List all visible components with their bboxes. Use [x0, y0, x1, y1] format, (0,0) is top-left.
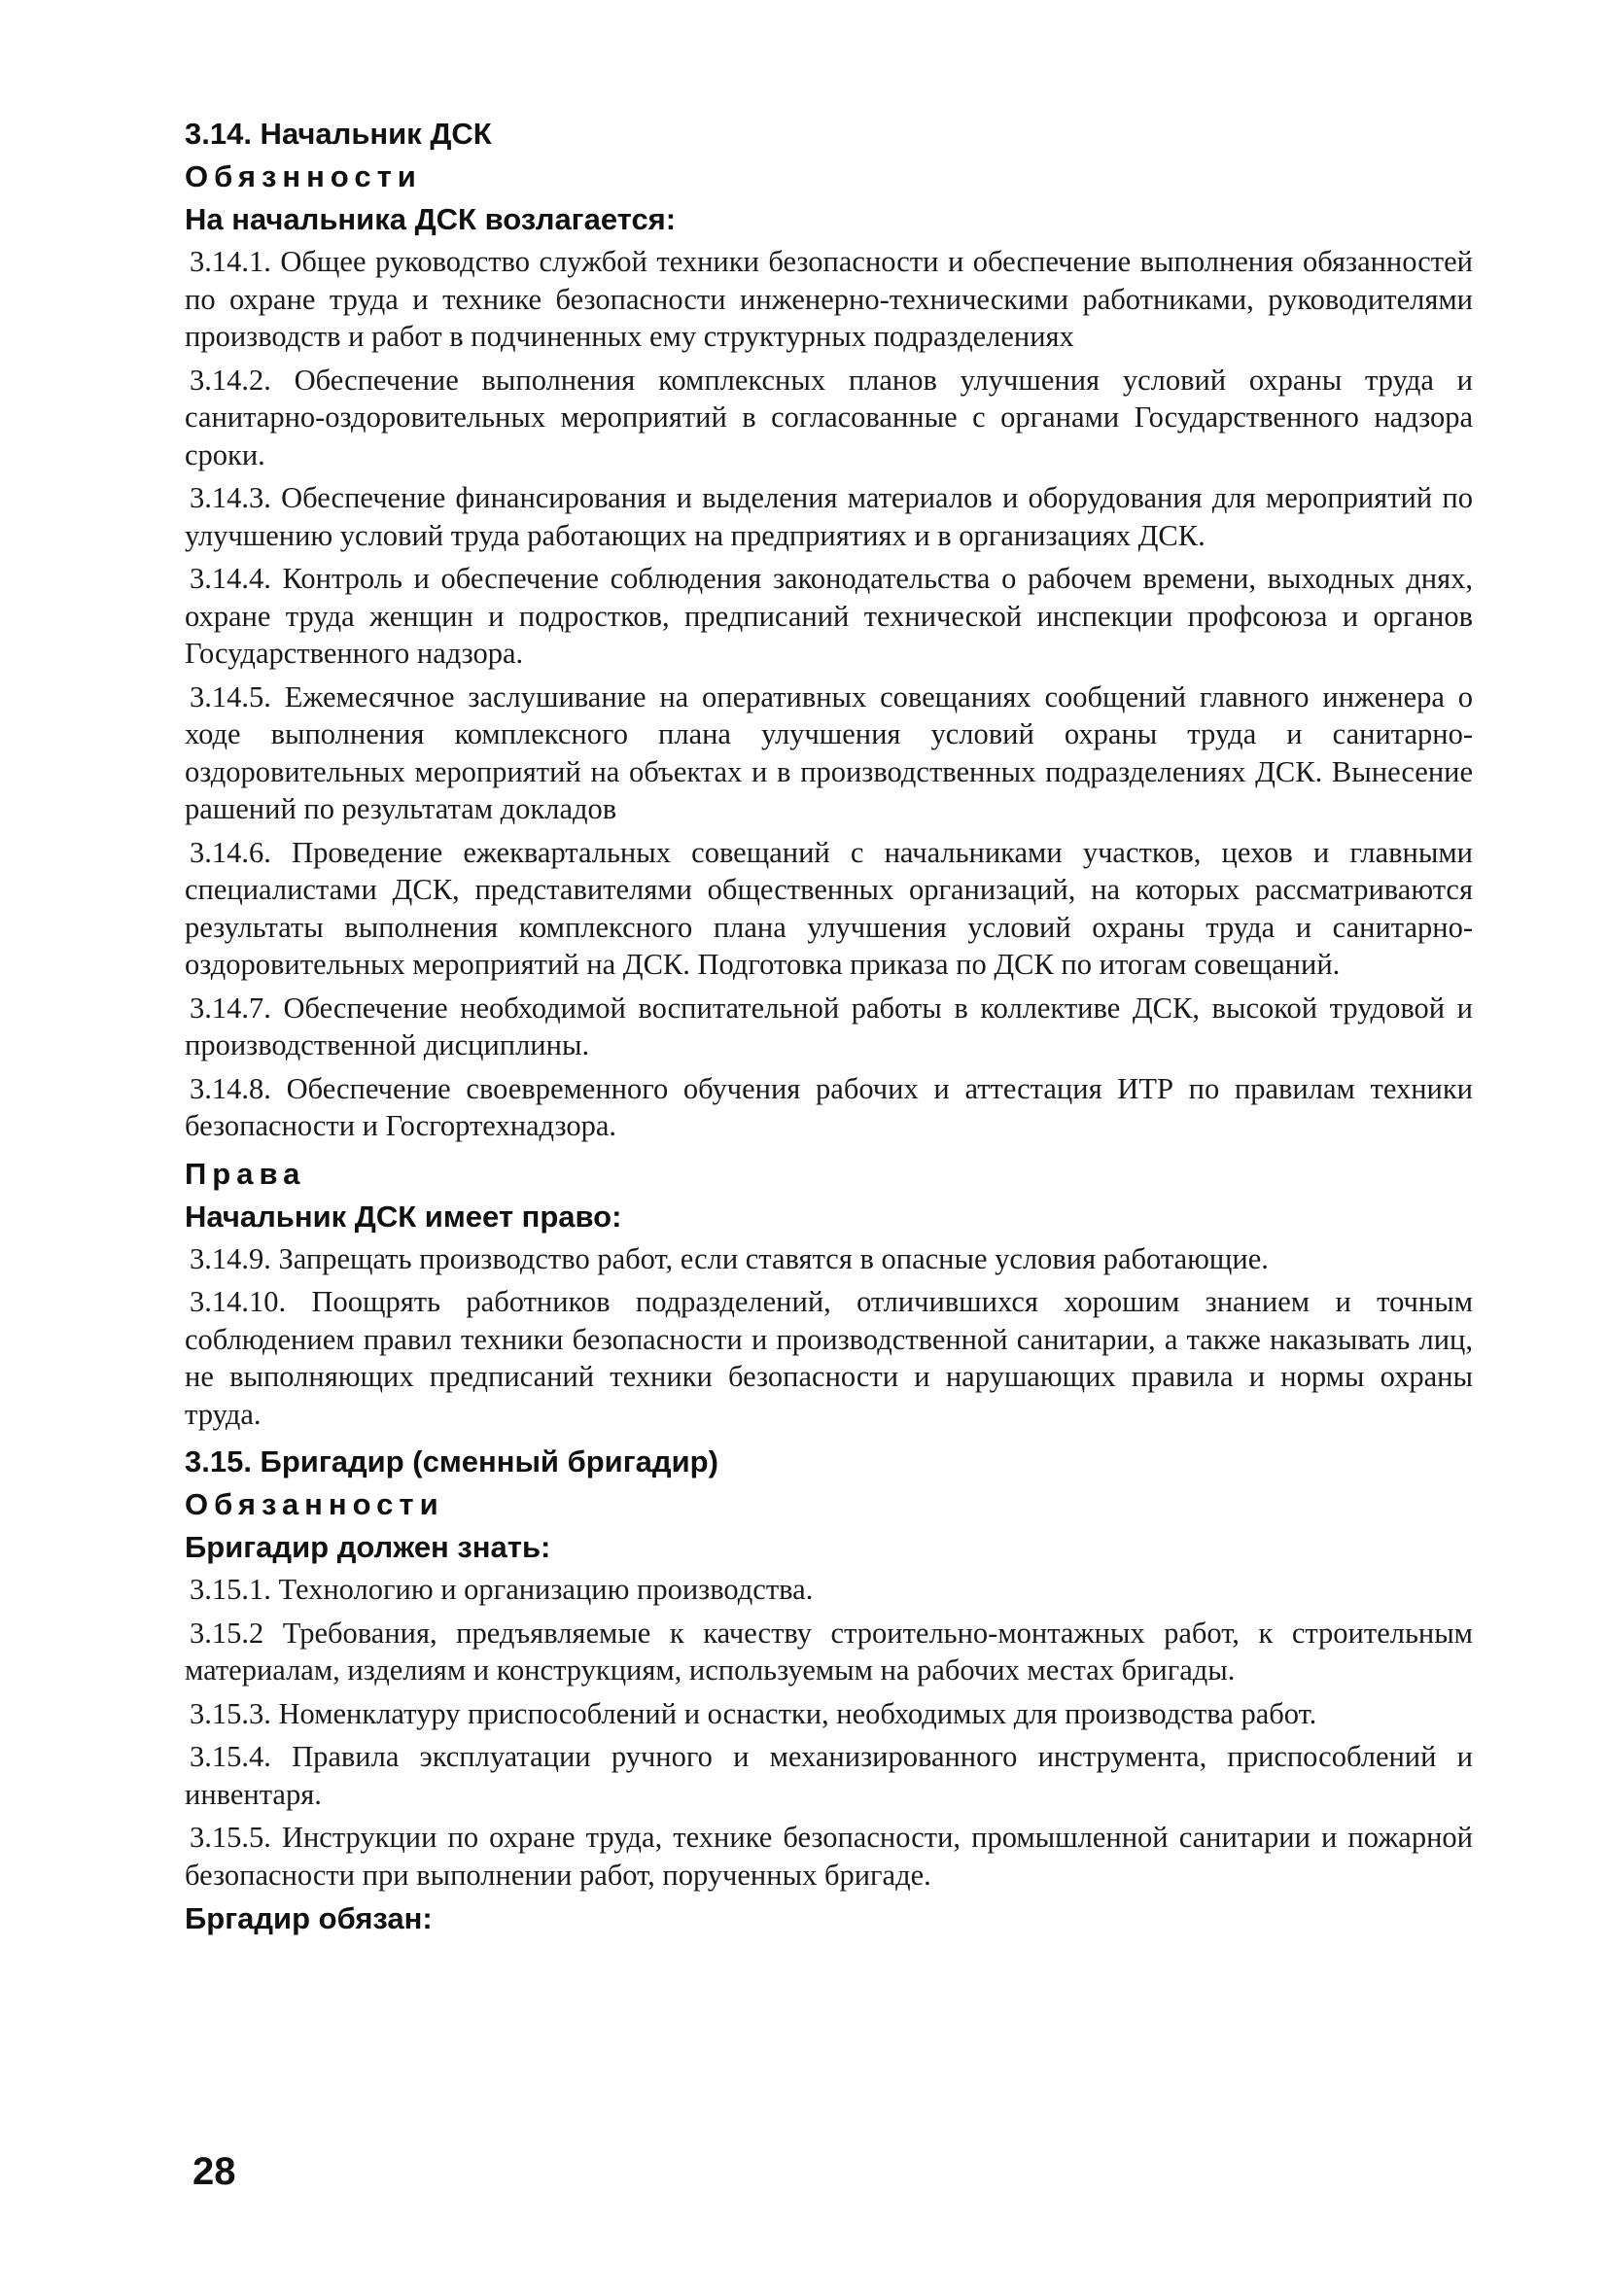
section-3-15-title: 3.15. Бригадир (сменный бригадир): [185, 1444, 718, 1478]
paragraph-3-14-3: 3.14.3. Обеспечение финансирования и выделения материалов и оборудования для мероприятий по улучшению условий труда работающих на предприятиях и в организациях ДСК.: [185, 481, 1473, 552]
paragraph-3-14-10: 3.14.10. Поощрять работников подразделений, отличившихся хорошим знанием и точным соблюдением правил техники безопасности и производственной санитарии, а также наказывать лиц, не выполняющих предписаний техники безопасности и нарушающих правила и нормы охраны труда.: [185, 1285, 1473, 1431]
paragraph-3-14-9: 3.14.9. Запрещать производство работ, если ставятся в опасные условия работающие.: [190, 1241, 1269, 1275]
duties-intro: На начальника ДСК возлагается:: [185, 202, 677, 236]
paragraph-3-14-1: 3.14.1. Общее руководство службой техники безопасности и обеспечение выполнения обязанностей по охране труда и технике безопасности инженерно-техническими работниками, руководителями производств и работ в подчиненных ему структурных подразделениях: [185, 245, 1473, 353]
rights-intro: Начальник ДСК имеет право:: [185, 1199, 622, 1234]
obliged-intro: Бргадир обязан:: [185, 1901, 433, 1935]
section-3-15-duties-heading: Обязанности: [185, 1487, 444, 1521]
page-content: [185, 115, 1473, 1942]
paragraph-3-14-8: 3.14.8. Обеспечение своевременного обучения рабочих и аттестация ИТР по правилам техники безопасности и Госгортехнадзора.: [185, 1071, 1473, 1142]
paragraph-3-15-4: 3.15.4. Правила эксплуатации ручного и механизированного инструмента, приспособлений и инвентаря.: [185, 1740, 1473, 1811]
paragraph-3-15-2: 3.15.2 Требования, предъявляемые к качеству строительно-монтажных работ, к строительным материалам, изделиям и конструкциям, используемым на рабочих местах бригады.: [185, 1616, 1473, 1687]
paragraph-3-15-1: 3.15.1. Технологию и организацию производства.: [190, 1573, 814, 1606]
section-3-14-title: 3.14. Начальник ДСК: [185, 117, 492, 151]
duties-heading: Обязнности: [185, 159, 422, 193]
paragraph-3-15-3: 3.15.3. Номенклатуру приспособлений и оснастки, необходимых для производства работ.: [190, 1696, 1317, 1730]
must-know-intro: Бригадир должен знать:: [185, 1530, 551, 1564]
paragraph-3-14-5: 3.14.5. Ежемесячное заслушивание на оперативных совещаниях сообщений главного инженера о ходе выполнения комплексного плана улучшения условий охраны труда и санитарно-оздоровительных мероприятий на объектах и в производственных подразделениях ДСК. Вынесение рашений по результатам докладов: [185, 679, 1473, 825]
paragraph-3-14-7: 3.14.7. Обеспечение необходимой воспитательной работы в коллективе ДСК, высокой трудовой и производственной дисциплины.: [185, 991, 1473, 1061]
page-number: 28: [192, 2150, 236, 2193]
paragraph-3-15-5: 3.15.5. Инструкции по охране труда, технике безопасности, промышленной санитарии и пожарной безопасности при выполнении работ, порученных бригаде.: [185, 1821, 1473, 1892]
rights-heading: Права: [185, 1156, 306, 1191]
paragraph-3-14-6: 3.14.6. Проведение ежеквартальных совещаний с начальниками участков, цехов и главными специалистами ДСК, представителями общественных организаций, на которых рассматриваются результаты выполнения комплексного плана улучшения условий охраны труда и санитарно-оздоровительных мероприятий на ДСК. Подготовка приказа по ДСК по итогам совещаний.: [185, 835, 1473, 981]
paragraph-3-14-4: 3.14.4. Контроль и обеспечение соблюдения законодательства о рабочем времени, выходных днях, охране труда женщин и подростков, предписаний технической инспекции профсоюза и органов Государственного надзора.: [185, 562, 1473, 670]
paragraph-3-14-2: 3.14.2. Обеспечение выполнения комплексных планов улучшения условий охраны труда и санитарно-оздоровительных мероприятий в согласованные с органами Государственного надзора сроки.: [185, 363, 1473, 471]
